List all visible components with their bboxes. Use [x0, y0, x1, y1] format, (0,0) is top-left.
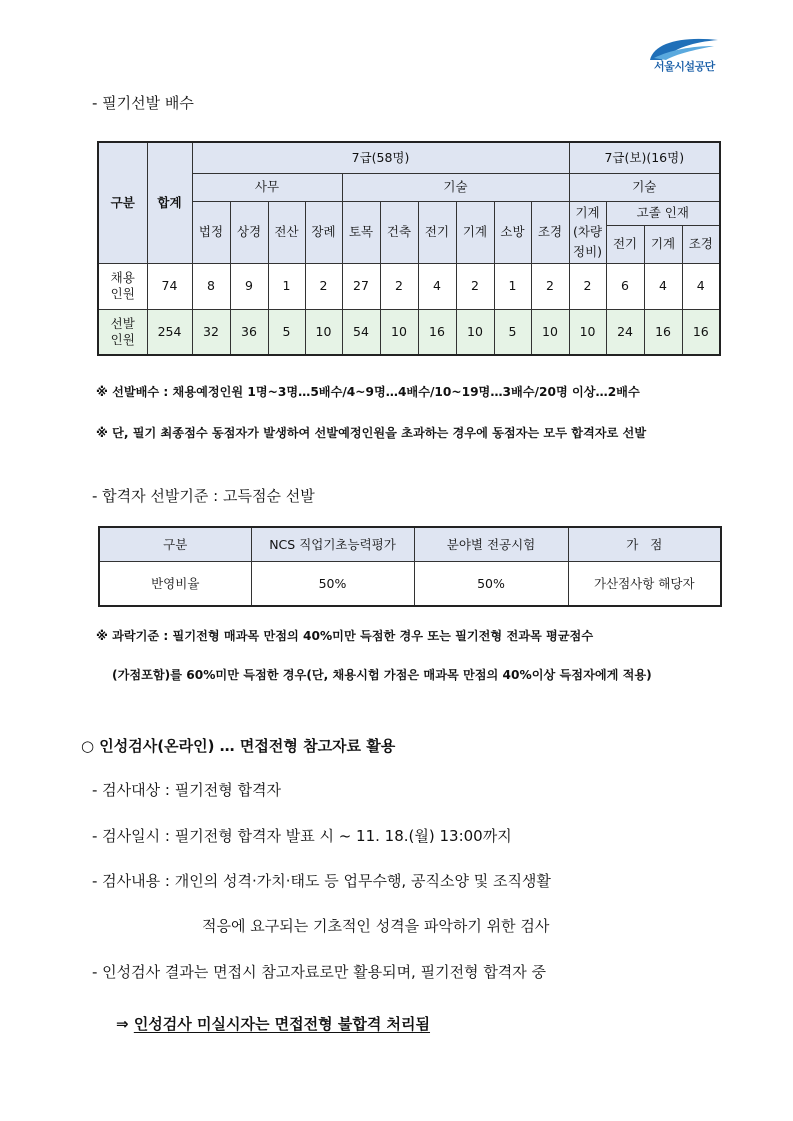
- cell: 6: [606, 263, 644, 309]
- cell: 10: [305, 309, 342, 355]
- note-tie: ※ 단, 필기 최종점수 동점자가 발생하여 선발예정인원을 초과하는 경우에 동점자는 모두 합격자로 선발: [96, 426, 647, 440]
- header-gisul: 기술: [342, 173, 569, 201]
- fail-note: [116, 1013, 430, 1034]
- cell: 50%: [251, 561, 414, 606]
- col-funeral: 장례: [305, 201, 342, 263]
- header-total: 합계: [147, 142, 192, 263]
- cell: 가산점사항 해당자: [568, 561, 721, 606]
- col-electric: 전기: [418, 201, 456, 263]
- col-bo-mechanical: 기계: [644, 225, 682, 263]
- cell: 5: [268, 309, 305, 355]
- col-mechanical-vehicle: 기계 (차량 정비): [569, 201, 606, 263]
- cell: 32: [192, 309, 230, 355]
- selection-ratio-table: [97, 141, 721, 356]
- header-7gup-bo: 7급(보)(16명): [569, 142, 720, 173]
- cell: 9: [230, 263, 268, 309]
- col-computing: 전산: [268, 201, 305, 263]
- col-architecture: 건축: [380, 201, 418, 263]
- row-label-selection: 선발 인원: [98, 309, 147, 355]
- cell: 2: [456, 263, 494, 309]
- cell: 27: [342, 263, 380, 309]
- col-bo-electric: 전기: [606, 225, 644, 263]
- cell: 5: [494, 309, 531, 355]
- cell: 4: [682, 263, 720, 309]
- t2-header-bonus: 가 점: [568, 527, 721, 561]
- cell: 50%: [414, 561, 568, 606]
- reflection-ratio-table: [98, 526, 722, 607]
- cell: 10: [569, 309, 606, 355]
- cell: 2: [305, 263, 342, 309]
- section-written-ratio: - 필기선발 배수: [92, 94, 194, 112]
- t2-header-ncs: NCS 직업기초능력평가: [251, 527, 414, 561]
- cell: 4: [418, 263, 456, 309]
- header-samu: 사무: [192, 173, 342, 201]
- cell: 10: [380, 309, 418, 355]
- col-fire: 소방: [494, 201, 531, 263]
- test-schedule: - 검사일시 : 필기전형 합격자 발표 시 ~ 11. 18.(월) 13:00까지: [92, 827, 512, 845]
- cell: 74: [147, 263, 192, 309]
- col-mechanical: 기계: [456, 201, 494, 263]
- arrow-icon: ⇒: [116, 1015, 129, 1033]
- logo-text: 서울시설공단: [654, 60, 715, 73]
- t2-header-major: 분야별 전공시험: [414, 527, 568, 561]
- test-result-note: - 인성검사 결과는 면접시 참고자료로만 활용되며, 필기전형 합격자 중: [92, 963, 547, 981]
- col-civil: 토목: [342, 201, 380, 263]
- cell: 16: [644, 309, 682, 355]
- header-gubun: 구분: [98, 142, 147, 263]
- row-label-hire: 채용 인원: [98, 263, 147, 309]
- cell: 24: [606, 309, 644, 355]
- cell: 254: [147, 309, 192, 355]
- note-cutoff-cont: (가점포함)를 60%미만 득점한 경우(단, 채용시험 가점은 매과목 만점의 40%이상 득점자에게 적용): [112, 668, 652, 682]
- cell: 1: [268, 263, 305, 309]
- cell: 4: [644, 263, 682, 309]
- note-cutoff: ※ 과락기준 : 필기전형 매과목 만점의 40%미만 득점한 경우 또는 필기전형 전과목 평균점수: [96, 629, 594, 643]
- note-selection-ratio: ※ 선발배수 : 채용예정인원 1명~3명…5배수/4~9명…4배수/10~19명…3배수/20명 이상…2배수: [96, 385, 640, 399]
- header-7gup: 7급(58명): [192, 142, 569, 173]
- test-content: - 검사내용 : 개인의 성격·가치·태도 등 업무수행, 공직소양 및 조직생활: [92, 872, 551, 890]
- cell: 2: [380, 263, 418, 309]
- test-content-cont: 적응에 요구되는 기초적인 성격을 파악하기 위한 검사: [202, 917, 550, 935]
- cell: 2: [531, 263, 569, 309]
- cell: 54: [342, 309, 380, 355]
- cell: 8: [192, 263, 230, 309]
- cell: 36: [230, 309, 268, 355]
- col-bo-landscape: 조경: [682, 225, 720, 263]
- header-gisul-bo: 기술: [569, 173, 720, 201]
- t2-row-label: 반영비율: [99, 561, 251, 606]
- fail-note-text: 인성검사 미실시자는 면접전형 불합격 처리됨: [133, 1015, 431, 1033]
- cell: 1: [494, 263, 531, 309]
- cell: 2: [569, 263, 606, 309]
- test-target: - 검사대상 : 필기전형 합격자: [92, 781, 281, 799]
- section-personality-test: ○ 인성검사(온라인) … 면접전형 참고자료 활용: [81, 737, 396, 755]
- table-row: [99, 561, 721, 606]
- cell: 10: [531, 309, 569, 355]
- cell: 16: [418, 309, 456, 355]
- cell: 10: [456, 309, 494, 355]
- header-highschool-talent: 고졸 인재: [606, 201, 720, 225]
- col-landscape: 조경: [531, 201, 569, 263]
- col-legal: 법정: [192, 201, 230, 263]
- section-pass-criteria: - 합격자 선발기준 : 고득점순 선발: [92, 487, 315, 505]
- table-row-selection: [98, 309, 720, 355]
- cell: 16: [682, 309, 720, 355]
- t2-header-gubun: 구분: [99, 527, 251, 561]
- table-row-hire: [98, 263, 720, 309]
- col-commerce: 상경: [230, 201, 268, 263]
